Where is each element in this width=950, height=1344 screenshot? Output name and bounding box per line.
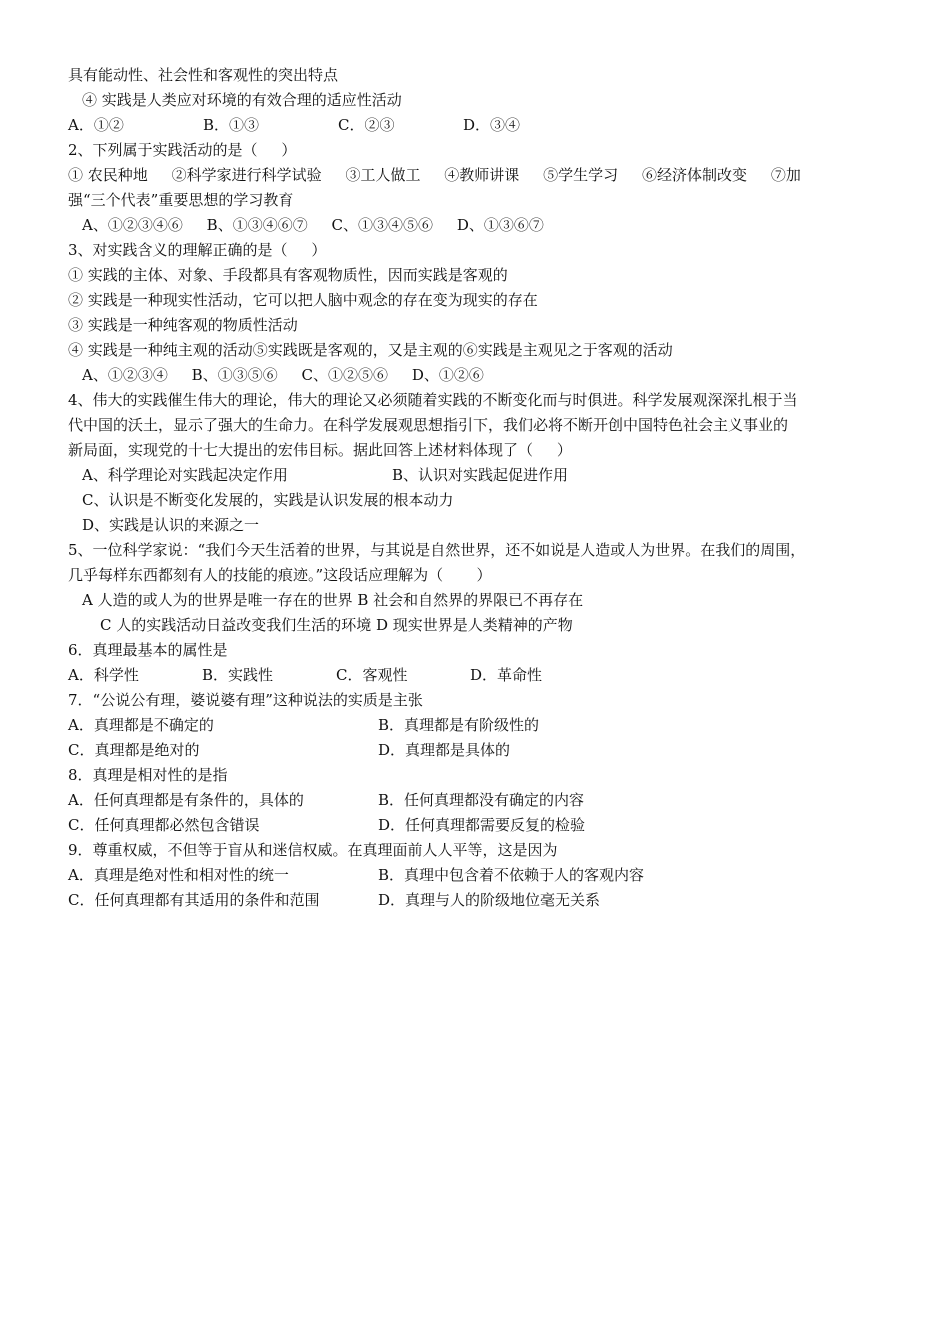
option-c: C．②③ bbox=[338, 116, 395, 134]
text-line: 几乎每样东西都刻有人的技能的痕迹。”这段话应理解为（ ） bbox=[68, 566, 492, 584]
option-b: B．①③ bbox=[203, 116, 260, 134]
text-line: 代中国的沃土，显示了强大的生命力。在科学发展观思想指引下，我们必将不断开创中国特色社会主义事业的 bbox=[68, 416, 789, 434]
text-line: ① 实践的主体、对象、手段都具有客观物质性，因而实践是客观的 bbox=[68, 266, 508, 284]
option-a: A．真理都是不确定的 bbox=[68, 716, 214, 734]
option-b: B、认识对实践起促进作用 bbox=[392, 466, 569, 484]
option-d: D．真理与人的阶级地位毫无关系 bbox=[378, 891, 601, 909]
option-c: C．客观性 bbox=[336, 666, 408, 684]
question-6: 6．真理最基本的属性是 bbox=[68, 641, 228, 659]
question-2: 2、下列属于实践活动的是（ ） bbox=[68, 141, 297, 159]
option-a: A．任何真理都是有条件的，具体的 bbox=[68, 791, 304, 809]
option-row bbox=[68, 738, 898, 763]
option-d: D．真理都是具体的 bbox=[378, 741, 511, 759]
option-b: B．实践性 bbox=[202, 666, 274, 684]
text-line: 新局面，实现党的十七大提出的宏伟目标。据此回答上述材料体现了（ ） bbox=[68, 441, 572, 459]
text-line: ① 农民种地 ②科学家进行科学试验 ③工人做工 ④教师讲课 ⑤学生学习 ⑥经济体制改变 ⑦加 bbox=[68, 166, 801, 184]
question-8: 8．真理是相对性的是指 bbox=[68, 766, 228, 784]
option-row bbox=[68, 463, 898, 488]
option-row bbox=[68, 813, 898, 838]
text-line: ④ 实践是一种纯主观的活动⑤实践既是客观的，又是主观的⑥实践是主观见之于客观的活动 bbox=[68, 341, 673, 359]
option-row bbox=[68, 788, 898, 813]
option-b: B．真理都是有阶级性的 bbox=[378, 716, 540, 734]
question-7: 7．“公说公有理，婆说婆有理”这种说法的实质是主张 bbox=[68, 691, 423, 709]
option-c: C．任何真理都有其适用的条件和范围 bbox=[68, 891, 320, 909]
option-c: C、认识是不断变化发展的，实践是认识发展的根本动力 bbox=[82, 491, 454, 509]
option-a: A．①② bbox=[68, 116, 124, 134]
option-d: D．革命性 bbox=[470, 666, 543, 684]
option-a: A．真理是绝对性和相对性的统一 bbox=[68, 866, 289, 884]
text-line: 强“三个代表”重要思想的学习教育 bbox=[68, 191, 294, 209]
option-row: C 人的实践活动日益改变我们生活的环境 D 现实世界是人类精神的产物 bbox=[100, 616, 573, 634]
option-b: B．真理中包含着不依赖于人的客观内容 bbox=[378, 866, 645, 884]
option-c: C．任何真理都必然包含错误 bbox=[68, 816, 260, 834]
option-row bbox=[68, 113, 898, 138]
option-row: A 人造的或人为的世界是唯一存在的世界 B 社会和自然界的界限已不再存在 bbox=[82, 591, 584, 609]
worksheet-page bbox=[68, 63, 898, 913]
option-a: A．科学性 bbox=[68, 666, 139, 684]
option-row: A、①②③④ B、①③⑤⑥ C、①②⑤⑥ D、①②⑥ bbox=[82, 366, 484, 384]
text-line: ② 实践是一种现实性活动，它可以把人脑中观念的存在变为现实的存在 bbox=[68, 291, 538, 309]
option-row bbox=[68, 663, 898, 688]
option-row bbox=[68, 888, 898, 913]
question-5: 5、一位科学家说：“我们今天生活着的世界，与其说是自然世界，还不如说是人造或人为世界。在我们的周围， bbox=[68, 541, 806, 559]
text-line: ④ 实践是人类应对环境的有效合理的适应性活动 bbox=[82, 91, 402, 109]
option-row: A、①②③④⑥ B、①③④⑥⑦ C、①③④⑤⑥ D、①③⑥⑦ bbox=[82, 216, 544, 234]
option-c: C．真理都是绝对的 bbox=[68, 741, 200, 759]
option-a: A、科学理论对实践起决定作用 bbox=[82, 466, 288, 484]
option-row bbox=[68, 713, 898, 738]
option-d: D、实践是认识的来源之一 bbox=[82, 516, 260, 534]
question-3: 3、对实践含义的理解正确的是（ ） bbox=[68, 241, 327, 259]
option-d: D．③④ bbox=[463, 116, 521, 134]
question-9: 9．尊重权威，不但等于盲从和迷信权威。在真理面前人人平等，这是因为 bbox=[68, 841, 558, 859]
option-b: B．任何真理都没有确定的内容 bbox=[378, 791, 585, 809]
option-d: D．任何真理都需要反复的检验 bbox=[378, 816, 586, 834]
question-4: 4、伟大的实践催生伟大的理论，伟大的理论又必须随着实践的不断变化而与时俱进。科学发展观深深扎根于当 bbox=[68, 391, 798, 409]
text-line: ③ 实践是一种纯客观的物质性活动 bbox=[68, 316, 298, 334]
text-line: 具有能动性、社会性和客观性的突出特点 bbox=[68, 66, 339, 84]
option-row bbox=[68, 863, 898, 888]
